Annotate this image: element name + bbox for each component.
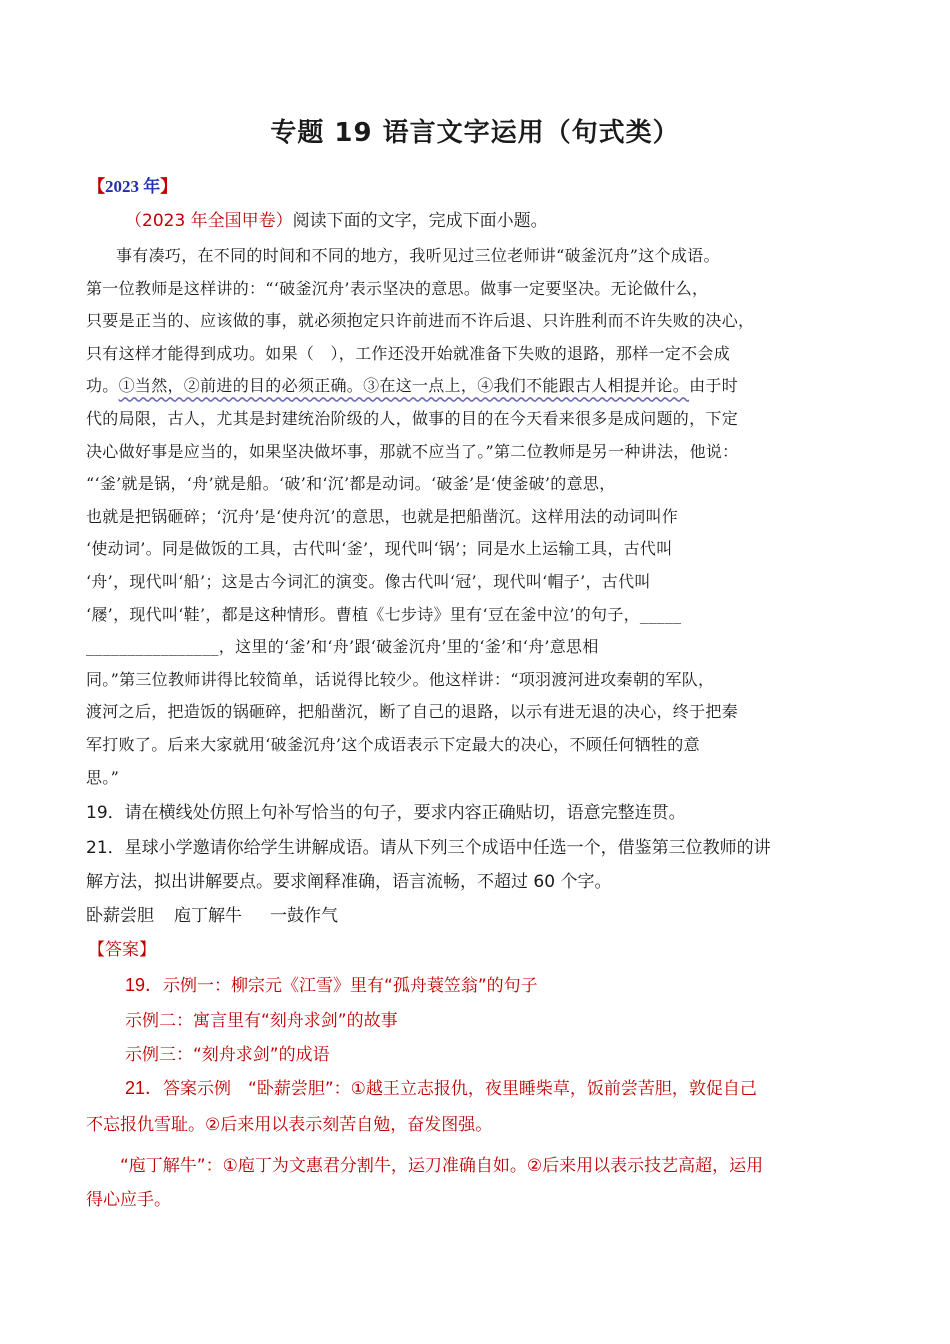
passage-line: 只有这样才能得到成功。如果（ ），工作还没开始就准备下失败的退路，那样一定不会成: [86, 343, 731, 363]
passage-line: ‘使动词’。同是做饭的工具，古代叫‘釜’，现代叫‘锅’；同是水上运输工具，古代叫: [86, 539, 673, 559]
answer-text: 示例一：柳宗元《江雪》里有“孤舟蓑笠翁”的句子: [163, 976, 538, 996]
passage-line: 第一位教师是这样讲的：“‘破釜沉舟’表示坚决的意思。做事一定要坚决。无论做什么，: [86, 278, 709, 298]
answer-19-line-3: 示例三：“刻舟求剑”的成语: [125, 1045, 330, 1065]
answer-19-line-2: 示例二：寓言里有“刻舟求剑”的故事: [125, 1011, 398, 1031]
passage-line: 也就是把锅砸碎；‘沉舟’是‘使舟沉’的意思，也就是把船凿沉。这样用法的动词叫作: [86, 506, 679, 526]
year-tag-close: 】: [160, 177, 178, 196]
answer-number: 21．: [125, 1078, 164, 1098]
passage-fragment: 功。: [86, 376, 119, 396]
question-19: 19．请在横线处仿照上句补写恰当的句子，要求内容正确贴切，语意完整连贯。: [86, 803, 686, 823]
idiom-option: 一鼓作气: [270, 906, 338, 926]
idiom-option: 庖丁解牛: [174, 906, 242, 926]
question-21-line-2: 解方法，拟出讲解要点。要求阐释准确，语言流畅，不超过 60 个字。: [86, 872, 612, 892]
answer-number: 19．: [125, 975, 164, 995]
answer-21-line-2: 不忘报仇雪耻。②后来用以表示刻苦自勉，奋发图强。: [86, 1115, 493, 1135]
passage-line: “‘釜’就是锅，‘舟’就是船。‘破’和‘沉’都是动词。‘破釜’是‘使釜破’的意思，: [86, 474, 616, 494]
passage-line: 决心做好事是应当的，如果坚决做坏事，那就不应当了。”第二位教师是另一种讲法，他说：: [86, 441, 739, 461]
passage-line: 思。”: [86, 767, 120, 787]
answer-21-line-1: [125, 1074, 757, 1100]
passage-line: 事有凑巧，在不同的时间和不同的地方，我听见过三位老师讲“破釜沉舟”这个成语。: [116, 246, 720, 265]
answer-19-line-1: [125, 971, 538, 997]
passage-line: ‘舟’，现代叫‘船’；这是古今词汇的演变。像古代叫‘冠’，现代叫‘帽子’，古代叫: [86, 571, 651, 591]
page-title: 专题 19 语言文字运用（句式类）: [270, 118, 680, 148]
passage-line: 代的局限，古人，尤其是封建统治阶级的人，做事的目的在今天看来很多是成问题的，下定: [86, 408, 739, 428]
intro-text: 阅读下面的文字，完成下面小题。: [292, 211, 548, 231]
idiom-options: [86, 899, 338, 933]
answer-text: 答案示例 “卧薪尝胆”：①越王立志报仇，夜里睡柴草，饭前尝苦胆，敦促自己: [163, 1079, 757, 1099]
passage-line: [86, 370, 862, 403]
passage-line: 军打败了。后来大家就用‘破釜沉舟’这个成语表示下定最大的决心，不顾任何牺牲的意: [86, 734, 700, 754]
exam-source: （2023 年全国甲卷）: [125, 211, 293, 231]
answer-21-line-4: 得心应手。: [86, 1190, 171, 1210]
idiom-option: 卧薪尝胆: [86, 906, 154, 926]
passage-line: 只要是正当的、应该做的事，就必须抱定只许前进而不许后退、只许胜利而不许失败的决心，: [86, 311, 755, 331]
answer-label: 【答案】: [88, 940, 156, 960]
wavy-underlined-sentence: ①当然，②前进的目的必须正确。③在这一点上，④我们不能跟古人相提并论。: [118, 376, 690, 396]
passage-line: ‘屦’，现代叫‘鞋’，都是这种情形。曹植《七步诗》里有‘豆在釜中泣’的句子，_____: [86, 604, 682, 624]
reading-passage: [86, 240, 862, 794]
passage-line: 渡河之后，把造饭的锅砸碎，把船凿沉，断了自己的退路，以示有进无退的决心，终于把秦: [86, 702, 739, 722]
passage-fragment: 由于时: [689, 376, 739, 396]
passage-line: ________________，这里的‘釜’和‘舟’跟‘破釜沉舟’里的‘釜’和‘舟’意思相: [86, 637, 599, 657]
year-tag-open: 【: [88, 177, 105, 196]
question-21-line-1: 21．星球小学邀请你给学生讲解成语。请从下列三个成语中任选一个，借鉴第三位教师的讲: [86, 838, 771, 858]
year-tag-year: 2023 年: [105, 177, 161, 196]
year-tag: [88, 172, 177, 197]
passage-intro: [125, 206, 548, 231]
passage-line: 同。”第三位教师讲得比较简单，话说得比较少。他这样讲：“项羽渡河进攻秦朝的军队，: [86, 669, 715, 689]
answer-21-line-3: “庖丁解牛”：①庖丁为文惠君分割牛，运刀准确自如。②后来用以表示技艺高超，运用: [120, 1156, 764, 1176]
